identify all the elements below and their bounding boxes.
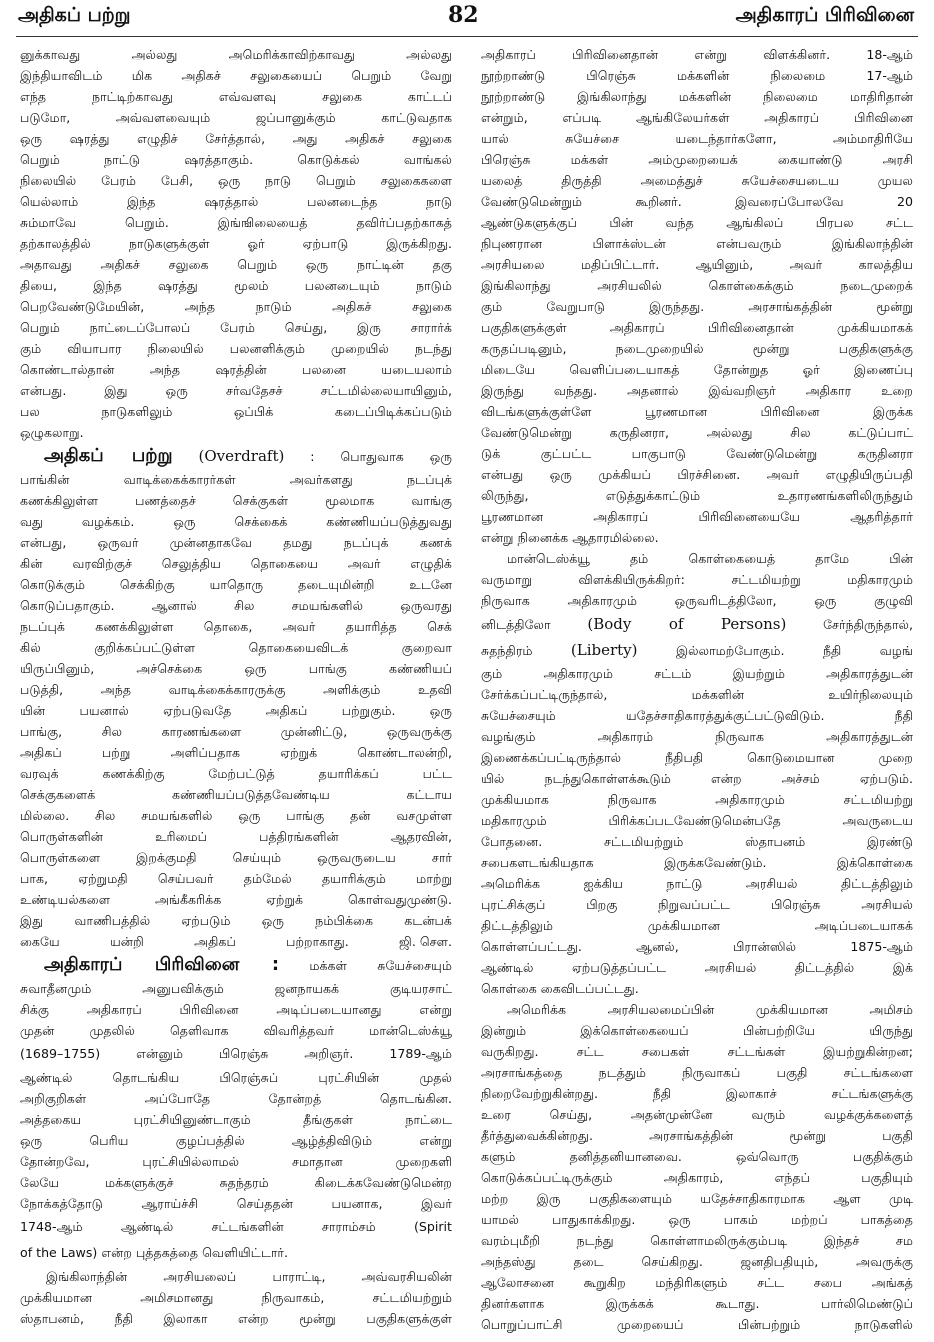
text-line: அரசாங்கத்தை நடத்தும் நிருவாகப் பகுதி சட்டங்களை: [481, 1065, 913, 1080]
separation-paragraph-1: [481, 44, 913, 548]
text-line: என்பது. இது ஒரு சர்வதேசச் சட்டமில்லையாயினும்,: [20, 383, 452, 398]
text-line: மதிகாரமும் பிரிக்கப்படவேண்டுமென்பதே அவருடைய: [481, 813, 913, 828]
text-line: வேண்டுமென்றும் கூறினர். இவரைப்போலவே 20: [481, 194, 913, 209]
text-line: அமெரிக்க அரசியலமைப்பின் முக்கியமான அமிசம்: [507, 1002, 913, 1017]
english-term: (Body of Persons): [587, 615, 787, 633]
text-line: தற்காலத்தில் நாடுகளுக்குள் ஓர் ஏற்பாடு இருக்கிறது.: [20, 236, 452, 251]
separation-paragraph-3: [481, 999, 913, 1335]
author-signature: ஜி. செள.: [399, 934, 452, 949]
text-line: அறிகுறிகள் அப்போதே தோன்றத் தொடங்கின.: [20, 1091, 452, 1106]
text-line: பெறும் நாட்டு ஷரத்தாகும். கொடுக்கல் வாங்கல்: [20, 152, 452, 167]
overdraft-continuation-paragraph: [20, 44, 452, 443]
text-line: நடப்புக் கணக்கிலுள்ள தொகை, அவர் தயாரித்த செக்: [20, 619, 452, 634]
text-line: கின் வரவிற்குச் செலுத்திய தொகையை அவர் எழுதிக்: [20, 556, 452, 571]
text-line: ஒரு ஷரத்து எழுதிச் சேர்த்தால், அது அதிகச் சலுகை: [20, 131, 452, 146]
text-line: இந்தியாவிடம் மிக அதிகச் சலுகையைப் பெறும் வேறு: [20, 68, 452, 83]
text-line: கொண்டால்தான் அந்த ஷரத்தின் பலனை யடையலாம்: [20, 362, 452, 377]
text-line: கருதப்படினும், நடைமுறையில் மூன்று பகுதிகளுக்கு: [481, 341, 913, 356]
english-term: (Liberty): [570, 641, 638, 659]
entry-separation-of-powers: [20, 952, 452, 1329]
text-line: தியை, இந்த ஷரத்து மூலம் பலனடையும் நாடும்: [20, 278, 452, 293]
entry-text: கையே யன்றி அதிகப் பற்றாகாது.: [20, 934, 349, 949]
text-line: யால் சுயேச்சை யடைந்தார்களோ, அம்மாதிரியே: [481, 131, 913, 146]
text-line: of the Laws) என்ற புத்தகத்தை வெளியிட்டார்.: [20, 1245, 289, 1260]
text-line: இங்கிலாந்தின் அரசியலைப் பாராட்டி, அவ்வரசியலின்: [46, 1269, 452, 1284]
text-line: எந்த நாட்டிற்காவது எவ்வளவு சலுகை காட்டப்: [20, 89, 452, 104]
text-line: கொடுக்கும் செக்கிற்கு யாதொரு தடையுமின்றி உடனே: [20, 577, 452, 592]
text-line: கில் குறிக்கப்பட்டுள்ள தொகையைவிடக் குறைவா: [20, 640, 452, 655]
text-line: தீர்த்துவைக்கின்றது. அரசாங்கத்தின் மூன்று பகுதி: [481, 1128, 913, 1143]
text-line: வழங்கும் அதிகாரம் நிருவாக அதிகாரத்துடன்: [481, 729, 913, 744]
text-line: மற்ற இரு பகுதிகளையும் யதேச்சாதிகாரமாக ஆள முடி: [481, 1191, 913, 1206]
text-line: நோக்கத்தோடு ஆராய்ச்சி செய்ததன் பயனாக, இவர்: [20, 1196, 452, 1211]
text-line: முக்கியமான அமிசமானது நிருவாகம், சட்டமியற்றும்: [20, 1290, 452, 1305]
running-head-left: அதிகப் பற்று: [18, 4, 131, 26]
text-line: படுத்தி, அந்த வாடிக்கைக்காரருக்கு அளிக்கும் உதவி: [20, 682, 452, 697]
text-line: கொள்ளப்பட்டது. ஆனல், பிரான்ஸில் 1875-ஆம்: [481, 939, 913, 954]
text-line: என்று நினைக்க ஆதாரமில்லை.: [481, 530, 659, 545]
text-line: ஒழுகலாறு.: [20, 425, 84, 440]
text-line: அதிகாரப் பிரிவினைதான் என்று விளக்கினர். 18-ஆம்: [481, 47, 913, 62]
entry-title: அதிகப் பற்று: [44, 445, 173, 466]
text-line: கொடுப்பதாகும். ஆனால் சில சமயங்களில் ஒருவரது: [20, 598, 452, 613]
left-column: [20, 44, 452, 1336]
text-line: மிடையே வெளிப்படையாகத் தோன்றுத ஓர் இணைப்பு: [481, 362, 913, 377]
text-line: ஆண்டில் தொடங்கிய பிரெஞ்சுப் புரட்சியின் முதல்: [20, 1070, 452, 1085]
text-line: பொறுப்பாட்சி முறையைப் பின்பற்றும் நாடுகளில்: [481, 1317, 913, 1332]
text-line: சேர்க்கப்பட்டிருந்தால், மக்களின் உயிர்நிலையும்: [481, 687, 913, 702]
text-line: மான்டெஸ்க்யூ தம் கொள்கையைத் தாமே பின்: [507, 551, 913, 566]
text-line: உண்டியல்களை அங்கீகரிக்க ஏற்றுக் கொள்வதுமுண்டு.: [20, 892, 452, 907]
text-line: அத்தகைய புரட்சியினுண்டாகும் தீங்குகள் நாட்டை: [20, 1112, 452, 1127]
text-line: வேண்டுமென்று கருதினரா, அல்லது சில கட்டுப்பாட்: [481, 425, 913, 440]
text-line: பிரெஞ்சு மக்கள் அம்முறையைக் கையாண்டு அரசி: [481, 152, 913, 167]
text-line: கும் வியாபார நிலையில் பலனளிக்கும் முறையில் நடந்து: [20, 341, 452, 356]
text-line: களும் தனித்தனியானவை. ஒவ்வொரு பகுதிக்கும்: [481, 1149, 913, 1164]
text-line: இணைக்கப்பட்டிருந்தால் நீதிபதி கொடுமையான முறை: [481, 750, 913, 765]
text-line: யெல்லாம் இந்த ஷரத்தால் பலனடைந்த நாடு: [20, 194, 452, 209]
text-line: நூற்றாண்டு பிரெஞ்சு மக்களின் நிலைமை 17-ஆம்: [481, 68, 913, 83]
text-line: ஆலோசனை கூறுகிற மந்திரிகளும் சட்ட சபை அங்கத்: [481, 1275, 913, 1290]
text-line: [481, 637, 913, 663]
text-line: சும்மாவே பெறும். இங்ஙிலையைத் தவிர்ப்பதற்காகத்: [20, 215, 452, 230]
text-line: ஆண்டில் ஏற்படுத்தப்பட்ட அரசியல் திட்டத்தில் இக்: [481, 960, 913, 975]
text-line: டுக் குட்பட்ட பாகுபாடு வேண்டுமென்று கருதினரா: [481, 446, 913, 461]
text-line: போதனை. சட்டமியற்றும் ஸ்தாபனம் இரண்டு: [481, 834, 913, 849]
entry-heading-line: [20, 952, 452, 978]
text-line: நிறைவேற்றுகின்றது. நீதி இலாகாச் சட்டங்களுக்கு: [481, 1086, 913, 1101]
text-line: என்றும், எப்படி ஆங்கிலேயர்கள் அதிகாரப் பிரிவினை: [481, 110, 913, 125]
text-line: னுக்காவது அல்லது அமெரிக்காவிற்காவது அல்லது: [20, 47, 452, 62]
text-line: நூற்றாண்டு இங்கிலாந்து மக்களின் நிலைமை மாதிரிதான்: [481, 89, 913, 104]
entry-overdraft: [20, 443, 452, 952]
text-line: முக்கியமாக நிருவாக அதிகாரமும் சட்டமியற்று: [481, 792, 913, 807]
text-line: யிருப்பினும், அச்செக்கை ஒரு பாங்கு கண்ணியப்: [20, 661, 452, 676]
text-line: பெறவேண்டுமேயின், அந்த நாடும் அதிகச் சலுகை: [20, 299, 452, 314]
text-line: வருகிறது. சட்ட சபைகள் சட்டங்கள் இயற்றுகின்றன;: [481, 1044, 913, 1059]
text-line: கொள்கை கைவிடப்பட்டது.: [481, 981, 639, 996]
text-line: புரட்சிக்குப் பிறகு நிறுவப்பட்ட பிரெஞ்சு அரசியல்: [481, 897, 913, 912]
text-line: வருமாறு விளக்கியிருக்கிறர்: சட்டமியற்று மதிகாரமும்: [481, 572, 913, 587]
entry-text: மக்கள் சுயேச்சையும்: [309, 958, 452, 973]
text-line: இன்றும் இக்கொள்கையைப் பின்பற்றியே யிருந்து: [481, 1023, 913, 1038]
text-line: ஆண்டுகளுக்குப் பின் வந்த ஆங்கிலப் பிரபல சட்ட: [481, 215, 913, 230]
text-line: லேயே மக்களுக்குச் சுதந்தரம் கிடைக்கவேண்டுமென்ற: [20, 1175, 452, 1190]
text-line: இங்கிலாந்து அரசியலில் கொள்கைக்கும் நடைமுறைக்: [481, 278, 913, 293]
text-line: பொருள்களின் உரிமைப் பத்திரங்களின் ஆதரவின்,: [20, 829, 452, 844]
text-line: மில்லை. சில சமயங்களில் ஒரு பாங்கு தன் வசமுள்ள: [20, 808, 452, 823]
text-line: இது வாணிபத்தில் ஏற்படும் ஒரு நம்பிக்கை கடன்பக்: [20, 913, 452, 928]
text-line: கொடுக்கப்பட்டிருக்கும் அதிகாரம், எந்தப் பகுதியும்: [481, 1170, 913, 1185]
right-column: [481, 44, 913, 1336]
running-head-right: அதிகாரப் பிரிவினை: [735, 4, 914, 26]
text-line: சுவாதீனமும் அனுபவிக்கும் ஜனநாயகக் குடியரசாட்: [20, 981, 452, 996]
text-line: உரை செய்து, அதன்முன்னே வரும் வழக்குக்களைத்: [481, 1107, 913, 1122]
text-line: வரம்புமீறி நடந்து கொள்ளாமலிருக்கும்படி இந்தச் சம: [481, 1233, 913, 1248]
text-line: யில் நடந்துகொள்ளக்கூடும் என்ற அச்சம் ஏற்படும்.: [481, 771, 913, 786]
separation-paragraph-2: [481, 548, 913, 999]
text-line: தினர்களாக இருக்கக் கூடாது. பார்லிமெண்டுப்: [481, 1296, 913, 1311]
text-line: அரசியலை மதிப்பிட்டார். ஆயினும், அவர் காலத்திய: [481, 257, 913, 272]
header-rule: [16, 36, 918, 37]
text-line: லிருந்து, எடுத்துக்காட்டும் உதாரணங்களிலிருந்தும்: [481, 488, 913, 503]
text-line: வரவுக் கணக்கிற்கு மேற்பட்டுத் தயாரிக்கப் பட்ட: [20, 766, 452, 781]
entry-english-term: (Overdraft): [198, 447, 285, 465]
text-line: பாக, ஏற்றுமதி செய்பவர் தம்மேல் தயாரிக்கும் மாற்று: [20, 871, 452, 886]
text-line: இருந்து வந்தது. அதனால் இவ்வறிஞர் அதிகார உறை: [481, 383, 913, 398]
text-line: ஸ்தாபனம், நீதி இலாகா என்ற மூன்று பகுதிகளுக்குள்: [20, 1311, 452, 1326]
entry-heading-line: [20, 443, 452, 469]
text-line: படுமோ, அவ்வளவையும் ஜப்பானுக்கும் காட்டுவதாக: [20, 110, 452, 125]
text-line: செக்குகளைக் கண்ணியப்படுத்தவேண்டிய கட்டாய: [20, 787, 452, 802]
entry-text: னிடத்திலோ: [481, 617, 551, 632]
text-line: ஒரு பெரிய குழப்பத்தில் ஆழ்த்திவிடும் என்று: [20, 1133, 452, 1148]
text-line: பகுதிகளுக்குள் அதிகாரப் பிரிவினைதான் முக்கியமாகக்: [481, 320, 913, 335]
entry-text: : பொதுவாக ஒரு: [310, 449, 452, 464]
text-line: [481, 611, 913, 637]
text-line: பூரணமான அதிகாரப் பிரிவினையையே ஆதரித்தார்: [481, 509, 913, 524]
text-line: சுயேச்சையும் யதேச்சாதிகாரத்துக்குட்பட்டுவிடும். நீதி: [481, 708, 913, 723]
text-line: சிக்கு அதிகாரப் பிரிவினை அடிப்படையானது என்று: [20, 1002, 452, 1017]
text-line: 1748-ஆம் ஆண்டில் சட்டங்களின் சாராம்சம் (Spirit: [20, 1219, 452, 1234]
page-number: 82: [448, 2, 479, 28]
text-line: பல நாடுகளிலும் ஒப்பிக் கடைப்பிடிக்கப்படும்: [20, 404, 452, 419]
entry-text: சேர்ந்திருந்தால்,: [823, 617, 913, 632]
entry-text: இல்லாமற்போகும். நீதி வழங்: [675, 643, 913, 658]
text-line: விடங்களுக்குள்ளே பூரணமான பிரிவினை இருக்க: [481, 404, 913, 419]
text-line: யலைத் திருத்தி அமைத்துச் சுயேச்சையடைய முயல: [481, 173, 913, 188]
text-line: முதன் முதலில் தெளிவாக விவரித்தவர் மான்டெஸ்க்யூ: [20, 1023, 452, 1038]
text-line: கும் அதிகாரமும் சட்டம் இயற்றும் அதிகாரத்துடன்: [481, 666, 913, 681]
text-line: நிலையில் பேரம் பேசி, ஒரு நாடு பெறும் சலுகைகளை: [20, 173, 452, 188]
text-line: திட்டத்திலும் முக்கியமான அடிப்படையாகக்: [481, 918, 913, 933]
text-line: (1689–1755) என்னும் பிரெஞ்சு அறிஞர். 1789-ஆம்: [20, 1046, 452, 1061]
text-line-with-signature: [20, 931, 452, 952]
text-line: சபைகளடங்கியதாக இருக்கவேண்டும். இக்கொள்கை: [481, 855, 913, 870]
text-line: பாங்கின் வாடிக்கைக்காரர்கள் அவர்களது நடப்புக்: [20, 472, 452, 487]
entry-text: சுதந்திரம்: [481, 643, 533, 658]
text-line: கும் வேறுபாடு இருந்தது. அரசாங்கத்தின் மூன்று: [481, 299, 913, 314]
text-line: யின் பயனால் ஏற்படுவதே அதிகப் பற்றுகும். ஒரு: [20, 703, 452, 718]
text-line: நிபுணரான பிளாக்ஸ்டன் என்பவரும் இங்கிலாந்தின்: [481, 236, 913, 251]
text-line: கணக்கிலுள்ள பணத்தைச் செக்குகள் மூலமாக வாங்கு: [20, 493, 452, 508]
text-line: பாங்கு, சில காரணங்களை முன்னிட்டு, ஒருவருக்கு: [20, 724, 452, 739]
text-line: பெறும் நாட்டைப்போலப் பேரம் செய்து, இரு சாரார்க்: [20, 320, 452, 335]
text-line: அந்தஸ்து தடை செய்கிறது. ஜனதிபதியும், அவருக்கு: [481, 1254, 913, 1269]
text-line: அதாவது அதிகச் சலுகை பெறும் ஒரு நாட்டின் தகு: [20, 257, 452, 272]
text-line: என்பது ஒரு முக்கியப் பிரச்சினை. அவர் எழுதியிருப்பதி: [481, 467, 913, 482]
text-line: அதிகப் பற்று அளிப்பதாக ஏற்றுக் கொண்டாலன்றி,: [20, 745, 452, 760]
text-line: யாமல் பாதுகாக்கிறது. ஒரு பாகம் மற்றப் பாகத்தை: [481, 1212, 913, 1227]
text-line: அமெரிக்க ஐக்கிய நாட்டு அரசியல் திட்டத்திலும்: [481, 876, 913, 891]
entry-title: அதிகாரப் பிரிவினை :: [44, 954, 280, 975]
text-line: தோன்றவே, புரட்சியில்லாமல் சமாதான முறைகளி: [20, 1154, 452, 1169]
text-line: என்பது, ஒருவர் முன்னதாகவே தமது நடப்புக் கணக்: [20, 535, 452, 550]
text-line: பொருள்களை இறக்குமதி செய்யும் ஒருவருடைய சார்: [20, 850, 452, 865]
text-line: வது வழக்கம். ஒரு செக்கைக் கண்ணியப்படுத்துவது: [20, 514, 452, 529]
text-line: நிருவாக அதிகாரமும் ஒருவரிடத்திலோ, ஒரு குழுவி: [481, 593, 913, 608]
